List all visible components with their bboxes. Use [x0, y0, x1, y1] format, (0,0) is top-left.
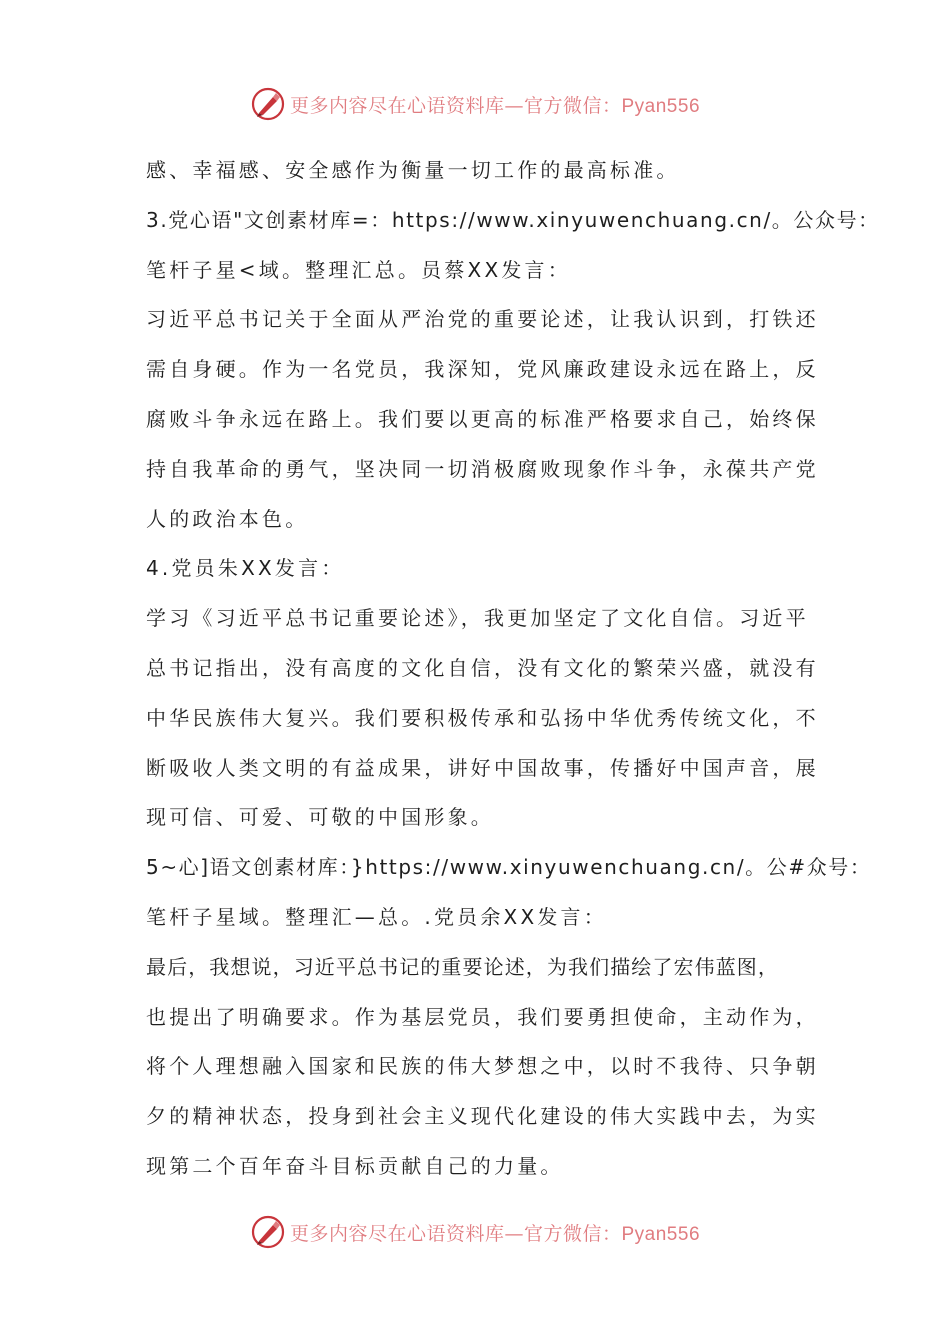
body-line: 总书记指出，没有高度的文化自信，没有文化的繁荣兴盛，就没有 — [146, 655, 819, 680]
body-line: 中华民族伟大复兴。我们要积极传承和弘扬中华优秀传统文化，不 — [146, 705, 819, 730]
pen-logo-icon — [250, 1214, 286, 1250]
wechat-id: Pyan556 — [621, 1223, 701, 1245]
body-line: 笔杆子星域。整理汇—总。.党员余XX发言： — [146, 904, 607, 929]
body-line: 夕的精神状态，投身到社会主义现代化建设的伟大实践中去，为实 — [146, 1104, 819, 1129]
document-body — [146, 150, 880, 1196]
body-line: 也提出了明确要求。作为基层党员，我们要勇担使命，主动作为， — [146, 1004, 819, 1029]
body-line: 4.党员朱XX发言： — [146, 556, 345, 581]
body-line: 将个人理想融入国家和民族的伟大梦想之中，以时不我待、只争朝 — [146, 1054, 819, 1079]
body-line: 笔杆子星<域。整理汇总。员蔡XX发言： — [146, 257, 571, 282]
body-line: 人的政治本色。 — [146, 506, 309, 531]
body-line: 5~心]语文创素材库：}https://www.xinyuwenchuang.cn/。公#众号： — [146, 855, 872, 880]
banner-text: 更多内容尽在心语资料库—官方微信：Pyan556 — [289, 94, 701, 117]
body-line: 感、幸福感、安全感作为衡量一切工作的最高标准。 — [146, 158, 680, 182]
body-line: 学习《习近平总书记重要论述》，我更加坚定了文化自信。习近平 — [146, 606, 809, 631]
banner-text: 更多内容尽在心语资料库—官方微信：Pyan556 — [289, 1222, 701, 1245]
body-line: 腐败斗争永远在路上。我们要以更高的标准严格要求自己，始终保 — [146, 406, 819, 431]
body-line: 现第二个百年奋斗目标贡献自己的力量。 — [146, 1153, 564, 1178]
pen-logo-icon — [250, 86, 286, 122]
body-line: 需自身硬。作为一名党员，我深知，党风廉政建设永远在路上，反 — [146, 357, 819, 382]
header-banner — [0, 82, 950, 126]
body-line: 3.党心语"文创素材库=：https://www.xinyuwenchuang.cn/。公众号： — [146, 207, 880, 232]
body-line: 习近平总书记关于全面从严治党的重要论述，让我认识到，打铁还 — [146, 307, 819, 332]
wechat-id: Pyan556 — [621, 95, 701, 117]
body-line: 现可信、可爱、可敬的中国形象。 — [146, 805, 494, 830]
body-line: 断吸收人类文明的有益成果，讲好中国故事，传播好中国声音，展 — [146, 755, 819, 780]
footer-banner — [0, 1210, 950, 1254]
body-line: 最后，我想说，习近平总书记的重要论述，为我们描绘了宏伟蓝图， — [146, 954, 779, 979]
body-line: 持自我革命的勇气，坚决同一切消极腐败现象作斗争，永葆共产党 — [146, 456, 819, 481]
